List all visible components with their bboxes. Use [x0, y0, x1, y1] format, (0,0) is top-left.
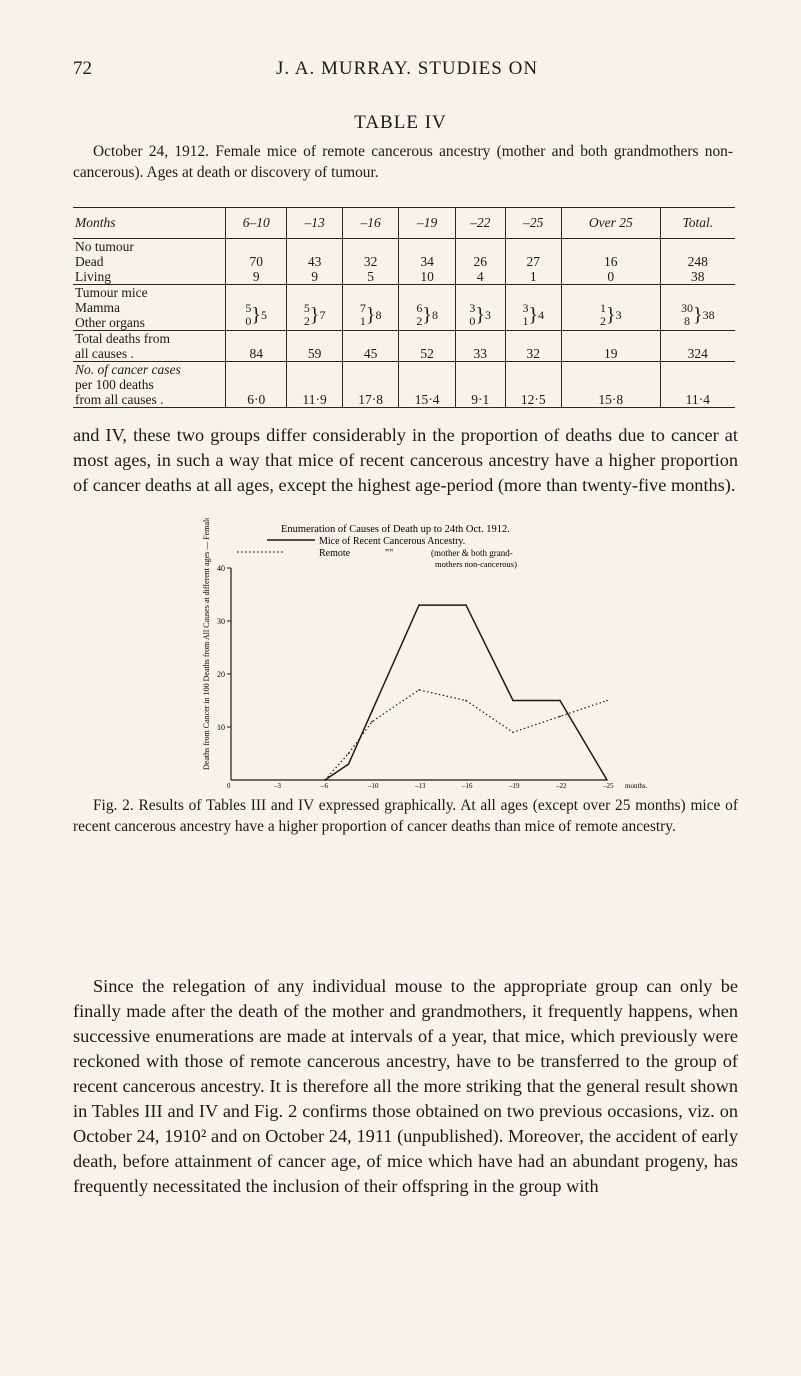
bracket-values [681, 302, 693, 328]
x-tick-label: –6 [321, 782, 328, 788]
table-cell [399, 362, 456, 408]
table-row-total [73, 331, 735, 362]
series-line-recent [325, 605, 607, 780]
row-label-line: Living [75, 269, 111, 284]
blank-line [661, 362, 735, 377]
table-cell [660, 331, 735, 362]
table-cell [660, 285, 735, 331]
blank-line [343, 285, 399, 300]
bracket-group [469, 300, 491, 330]
dead-value: 34 [420, 254, 434, 269]
column-header: –13 [287, 208, 342, 239]
per100-value: 6·0 [247, 392, 266, 407]
dead-value: 32 [363, 254, 378, 269]
total-deaths-value: 45 [363, 346, 378, 361]
table-cell [562, 362, 661, 408]
other-value: 0 [469, 314, 476, 328]
legend-recent: Mice of Recent Cancerous Ancestry. [319, 536, 466, 547]
dead-value: 26 [473, 254, 487, 269]
tumour-total-value: 38 [702, 307, 715, 322]
table-cell [455, 239, 505, 285]
other-value: 1 [522, 314, 529, 328]
x-tick-label: –25 [603, 782, 614, 788]
dead-value: 27 [526, 254, 541, 269]
column-header: Months [75, 215, 116, 230]
row-label-line: Total deaths from [75, 331, 171, 346]
blank-line [506, 285, 562, 300]
table-cell [660, 239, 735, 285]
table-cell [455, 331, 505, 362]
table-cell [399, 331, 456, 362]
y-axis-label: Deaths from Cancer in 100 Deaths from All Causes at different ages — Female Mice. [202, 518, 211, 770]
total-deaths-value: 19 [604, 346, 618, 361]
tumour-total-value: 3 [485, 307, 492, 322]
tumour-total-value: 8 [375, 307, 382, 322]
x-axis-unit: months. [625, 782, 648, 788]
legend-remote-note-1: (mother & both grand- [431, 548, 513, 558]
blank-line [456, 239, 505, 254]
total-deaths-value: 33 [473, 346, 487, 361]
bracket-group [304, 300, 326, 330]
table-cell [287, 239, 342, 285]
per100-value: 15·4 [414, 392, 440, 407]
table-cell [287, 331, 342, 362]
y-tick-label: 30 [217, 617, 225, 626]
living-value: 38 [691, 269, 705, 284]
table-cell [342, 285, 399, 331]
table-cell [287, 362, 342, 408]
table-row-per100 [73, 362, 735, 408]
column-header: Over 25 [562, 208, 661, 239]
running-title: J. A. MURRAY. STUDIES ON [275, 58, 539, 79]
blank-line [287, 331, 341, 346]
blank-line [399, 377, 455, 392]
blank-line [506, 362, 562, 377]
table-cell [287, 285, 342, 331]
per100-value: 12·5 [520, 392, 546, 407]
legend-ditto: "" [385, 548, 394, 559]
figure-2 [195, 518, 680, 788]
table-cell [226, 362, 287, 408]
brace-glyph: } [422, 303, 432, 326]
y-tick-label: 20 [217, 670, 225, 679]
blank-line [399, 239, 455, 254]
series-line-remote [325, 690, 607, 780]
legend-remote-note-2: mothers non-cancerous) [435, 559, 517, 569]
table-cell [505, 239, 562, 285]
tumour-total-value: 7 [319, 307, 326, 322]
series-point [512, 732, 514, 734]
table-cell [505, 285, 562, 331]
other-value: 2 [599, 314, 606, 328]
total-deaths-value: 59 [307, 346, 322, 361]
bracket-group [600, 300, 622, 330]
blank-line [226, 285, 286, 300]
x-tick-label: 0 [227, 782, 231, 788]
series-point [465, 700, 467, 702]
table-cell [660, 362, 735, 408]
living-value: 5 [367, 269, 374, 284]
column-header: –16 [342, 208, 399, 239]
table-cell [399, 285, 456, 331]
blank-line [456, 331, 505, 346]
dead-value: 70 [249, 254, 263, 269]
blank-line [399, 362, 455, 377]
blank-line [343, 331, 399, 346]
blank-line [287, 362, 341, 377]
figure-caption: Fig. 2. Results of Tables III and IV expressed graphically. At all ages (except over 25 months) mice of recent cancerous ancestry have a higher proportion of cancer deaths than mice of remote ancestry. [73, 797, 738, 835]
blank-line [456, 377, 505, 392]
series-point [606, 779, 608, 781]
blank-line [506, 239, 562, 254]
table-cell [505, 331, 562, 362]
living-value: 10 [420, 269, 434, 284]
bracket-group [416, 300, 438, 330]
table-row-tumour [73, 285, 735, 331]
bracket-group [681, 300, 715, 330]
table-header-row [73, 208, 735, 239]
dead-value: 16 [604, 254, 618, 269]
table-cell [399, 239, 456, 285]
series-point [348, 763, 350, 765]
row-label-line: all causes . [75, 346, 134, 361]
total-deaths-value: 52 [420, 346, 434, 361]
row-label [73, 362, 226, 408]
series-point [512, 700, 514, 702]
brace-glyph: } [605, 303, 616, 326]
series-point [559, 716, 561, 718]
other-value: 2 [303, 314, 310, 328]
table-cell [226, 331, 287, 362]
series-point [418, 689, 420, 691]
total-deaths-value: 32 [526, 346, 541, 361]
paragraph-1: and IV, these two groups differ considerably in the proportion of deaths due to cancer at most ages, in such a way that mice of recent cancerous ancestry have a higher proportion of cancer deaths at all ages, except the highest age-period (more than twenty-five months). [73, 425, 738, 495]
mamma-value: 3 [522, 301, 529, 315]
blank-line [562, 377, 660, 392]
table-cell [562, 331, 661, 362]
tumour-total-value: 5 [261, 307, 268, 322]
total-deaths-value: 324 [687, 346, 708, 361]
mamma-value: 3 [469, 301, 476, 315]
x-tick-label: –16 [462, 782, 473, 788]
blank-line [343, 239, 399, 254]
column-header: 6–10 [226, 208, 287, 239]
table-cell [455, 285, 505, 331]
column-header: –22 [455, 208, 505, 239]
series-point [418, 604, 420, 606]
x-tick-label: –10 [368, 782, 379, 788]
per100-value: 11·4 [685, 392, 710, 407]
mamma-value: 7 [359, 301, 366, 315]
figure-title: Enumeration of Causes of Death up to 24th Oct. 1912. [281, 524, 510, 535]
table-cell [342, 362, 399, 408]
blank-line [661, 331, 735, 346]
bracket-group [360, 300, 382, 330]
tumour-total-value: 4 [538, 307, 545, 322]
table-cell [505, 362, 562, 408]
living-value: 9 [252, 269, 260, 284]
figure-chart [195, 518, 680, 788]
legend-remote: Remote [319, 548, 351, 559]
x-tick-label: –19 [509, 782, 520, 788]
data-table [73, 207, 735, 408]
dead-value: 248 [687, 254, 708, 269]
table-cell [562, 239, 661, 285]
row-label-line: Other organs [75, 315, 145, 330]
blank-line [506, 331, 562, 346]
mamma-value: 1 [599, 301, 606, 315]
mamma-value: 30 [680, 301, 693, 315]
column-header: –25 [505, 208, 562, 239]
blank-line [343, 377, 399, 392]
dead-value: 43 [307, 254, 322, 269]
row-label-line: from all causes . [75, 392, 164, 407]
page-number: 72 [73, 58, 92, 79]
row-label-line: per 100 deaths [75, 377, 154, 392]
table-intro: October 24, 1912. Female mice of remote cancerous ancestry (mother and both grandmothers non-cancerous). Ages at death or discovery of tumour. [73, 143, 733, 181]
other-value: 2 [416, 314, 423, 328]
living-value: 0 [607, 269, 615, 284]
blank-line [562, 331, 660, 346]
brace-glyph: } [528, 303, 539, 326]
blank-line [287, 377, 341, 392]
x-tick-label: –3 [274, 782, 281, 788]
living-value: 4 [476, 269, 484, 284]
bracket-group [522, 300, 544, 330]
blank-line [661, 377, 735, 392]
brace-glyph: } [692, 303, 703, 326]
living-value: 9 [311, 269, 319, 284]
other-value: 0 [245, 314, 252, 328]
mamma-value: 6 [416, 301, 423, 315]
table-cell [226, 239, 287, 285]
row-label-line: No tumour [75, 239, 134, 254]
column-header: Total. [660, 208, 735, 239]
brace-glyph: } [251, 303, 262, 326]
row-label-line: Tumour mice [75, 285, 148, 300]
brace-glyph: } [365, 303, 376, 326]
series-point [371, 710, 373, 712]
row-label [73, 239, 226, 285]
bracket-group [245, 300, 267, 330]
series-point [465, 604, 467, 606]
table-cell [342, 331, 399, 362]
x-tick-label: –13 [415, 782, 426, 788]
y-tick-label: 40 [217, 564, 225, 573]
blank-line [661, 285, 735, 300]
blank-line [287, 239, 341, 254]
blank-line [562, 285, 660, 300]
blank-line [562, 239, 660, 254]
blank-line [287, 285, 341, 300]
row-label [73, 331, 226, 362]
blank-line [226, 331, 286, 346]
row-label-line: Dead [75, 254, 104, 269]
table-row-no-tumour [73, 239, 735, 285]
paragraph-2: Since the relegation of any individual mouse to the appropriate group can only be finally made after the death of the mother and grandmothers, it frequently happens, when successive enumerations are made at intervals of a year, that mice, which previously were reckoned with those of remote cancerous ancestry, have to be transferred to the group of recent cancerous ancestry. It is therefore all the more striking that the general result shown in Tables III and IV and Fig. 2 confirms those obtained on two previous occasions, viz. on October 24, 1910² and on October 24, 1911 (unpublished). Moreover, the accident of early death, before attainment of cancer age, of mice which have had an abundant progeny, has frequently necessitated the inclusion of their offspring in the group with [73, 976, 738, 1196]
series-point [324, 779, 326, 781]
per100-value: 15·8 [598, 392, 624, 407]
series-point [559, 700, 561, 702]
table-cell [342, 239, 399, 285]
blank-line [562, 362, 660, 377]
x-tick-label: –22 [556, 782, 567, 788]
blank-line [456, 285, 505, 300]
row-label-line: No. of cancer cases [75, 362, 181, 377]
blank-line [226, 377, 286, 392]
table-cell [562, 285, 661, 331]
brace-glyph: } [309, 303, 320, 326]
blank-line [226, 362, 286, 377]
table-caption: TABLE IV [354, 112, 447, 133]
series-point [606, 700, 608, 702]
total-deaths-value: 84 [249, 346, 263, 361]
blank-line [506, 377, 562, 392]
column-header: –19 [399, 208, 456, 239]
y-tick-label: 10 [217, 723, 225, 732]
living-value: 1 [529, 269, 537, 284]
blank-line [456, 362, 505, 377]
per100-value: 11·9 [302, 392, 327, 407]
blank-line [226, 239, 286, 254]
blank-line [343, 362, 399, 377]
blank-line [399, 331, 455, 346]
per100-value: 17·8 [358, 392, 383, 407]
series-point [348, 753, 350, 755]
brace-glyph: } [475, 303, 486, 326]
per100-value: 9·1 [471, 392, 490, 407]
other-value: 1 [359, 314, 366, 328]
tumour-total-value: 8 [431, 307, 438, 322]
table-cell [226, 285, 287, 331]
blank-line [661, 239, 735, 254]
mamma-value: 5 [245, 301, 252, 315]
table-cell [455, 362, 505, 408]
row-label-line: Mamma [75, 300, 120, 315]
row-label [73, 285, 226, 331]
series-point [371, 721, 373, 723]
other-value: 8 [683, 314, 690, 328]
blank-line [399, 285, 455, 300]
tumour-total-value: 3 [615, 307, 622, 322]
mamma-value: 5 [303, 301, 310, 315]
